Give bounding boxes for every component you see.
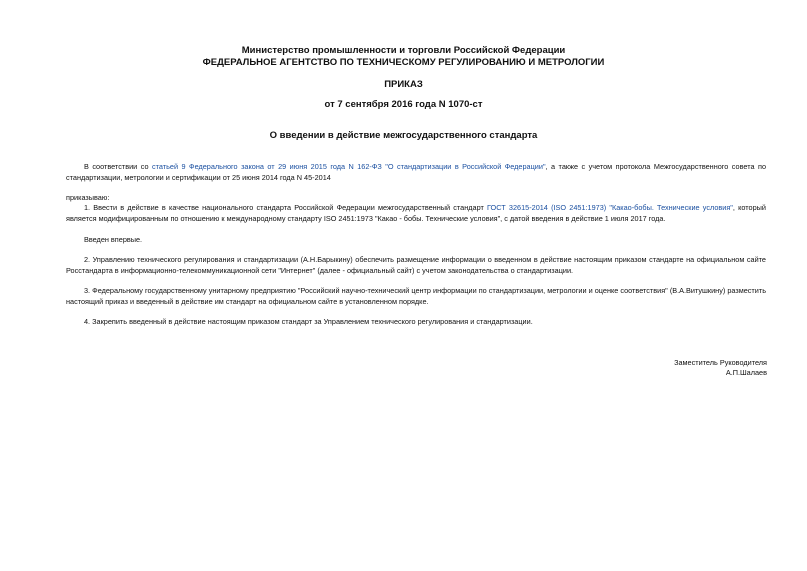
- document-title: О введении в действие межгосударственного стандарта: [269, 130, 538, 141]
- document-type: ПРИКАЗ: [384, 79, 423, 90]
- signatory-position: Заместитель Руководителя: [674, 358, 767, 367]
- federal-law-link[interactable]: статьей 9 Федерального закона от 29 июня 2015 года N 162-ФЗ "О стандартизации в Российской Федерации": [151, 162, 546, 171]
- ministry-name: Министерство промышленности и торговли Российской Федерации: [241, 45, 566, 56]
- gost-standard-link[interactable]: ГОСТ 32615-2014 (ISO 2451:1973) "Какао-бобы. Технические условия": [487, 203, 733, 212]
- item-1-text-1: 1. Ввести в действие в качестве национального стандарта Российской Федерации межгосударственный стандарт: [84, 203, 488, 212]
- item-4-paragraph: 4. Закрепить введенный в действие настоящим приказом стандарт за Управлением технического регулирования и стандартизации.: [84, 317, 533, 326]
- item-3-paragraph: 3. Федеральному государственному унитарному предприятию "Российский научно-технический центр информации по стандартизации, метрологии и оценке соответствия" (В.А.Витушкину) разместить настоящий приказ и введенный в действие им стандарт на официальном сайте в установленном порядке.: [66, 286, 766, 306]
- preamble-text-1: В соответствии со: [84, 162, 152, 171]
- preamble-paragraph: [66, 162, 766, 183]
- order-word: приказываю:: [66, 193, 110, 202]
- document-date-number: от 7 сентября 2016 года N 1070-ст: [324, 99, 483, 110]
- first-introduced-note: Введен впервые.: [84, 235, 143, 244]
- item-2-paragraph: 2. Управлению технического регулирования и стандартизации (А.Н.Барыкину) обеспечить размещение информации о введенном в действие настоящим приказом стандарте на официальном сайте Росстандарта в информационно-телекоммуникационной сети "Интернет" (далее - официальный сайт) с учетом законодательства о стандартизации.: [66, 255, 766, 275]
- item-1-text-2: , который является модифицированным по отношению к международному стандарту ISO 2451:1973 "Какао - бобы. Технические условия", с датой введения в действие 1 июля 2017 года.: [66, 203, 766, 223]
- item-1-paragraph: [66, 203, 766, 224]
- agency-name: ФЕДЕРАЛЬНОЕ АГЕНТСТВО ПО ТЕХНИЧЕСКОМУ РЕГУЛИРОВАНИЮ И МЕТРОЛОГИИ: [202, 57, 605, 68]
- preamble-text-2: , а также с учетом протокола Межгосударственного совета по стандартизации, метрологии и сертификации от 25 июня 2014 года N 45-2014: [66, 162, 766, 182]
- signatory-name: А.П.Шалаев: [725, 368, 767, 377]
